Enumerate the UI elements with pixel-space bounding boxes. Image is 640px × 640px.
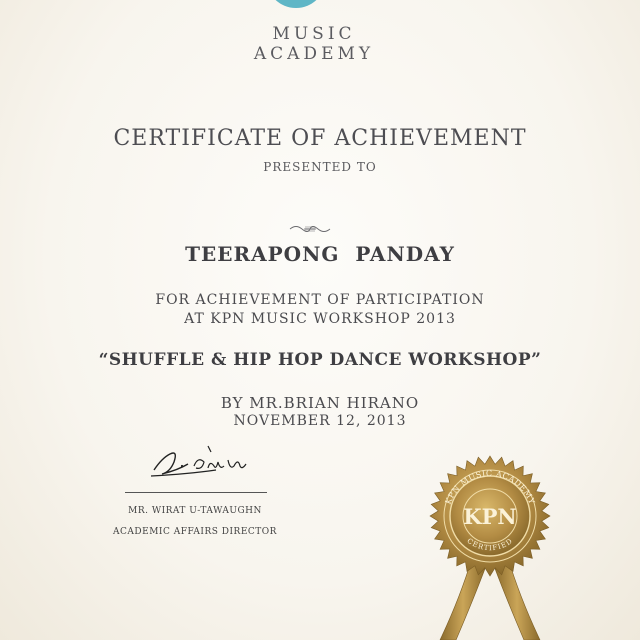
seal-bottom-text: CERTIFIED (465, 536, 515, 553)
gold-seal (420, 448, 560, 640)
academy-logo (266, 0, 326, 8)
brand-line-1: MUSIC (272, 24, 356, 44)
flourish-ornament (288, 222, 332, 236)
seal-arc-text: KPN MUSIC ACADEMY (443, 468, 537, 506)
reason-line-1: FOR ACHIEVEMENT OF PARTICIPATION (155, 292, 485, 308)
signatory-name: MR. WIRAT U-TAWAUGHN (128, 506, 262, 516)
recipient-name: TEERAPONG PANDAY (185, 242, 455, 266)
seal-center-text: KPN (463, 504, 517, 529)
reason-line-2: AT KPN MUSIC WORKSHOP 2013 (184, 311, 456, 327)
certificate-title: CERTIFICATE OF ACHIEVEMENT (113, 126, 527, 151)
signature-line (125, 492, 267, 493)
signature-image (148, 440, 258, 482)
brand-line-2: ACADEMY (253, 44, 375, 64)
signatory-role: ACADEMIC AFFAIRS DIRECTOR (113, 527, 277, 537)
workshop-title: “SHUFFLE & HIP HOP DANCE WORKSHOP” (98, 350, 542, 370)
presented-to: PRESENTED TO (263, 160, 377, 174)
certificate-date: NOVEMBER 12, 2013 (233, 413, 407, 429)
instructor: BY MR.BRIAN HIRANO (220, 394, 420, 412)
